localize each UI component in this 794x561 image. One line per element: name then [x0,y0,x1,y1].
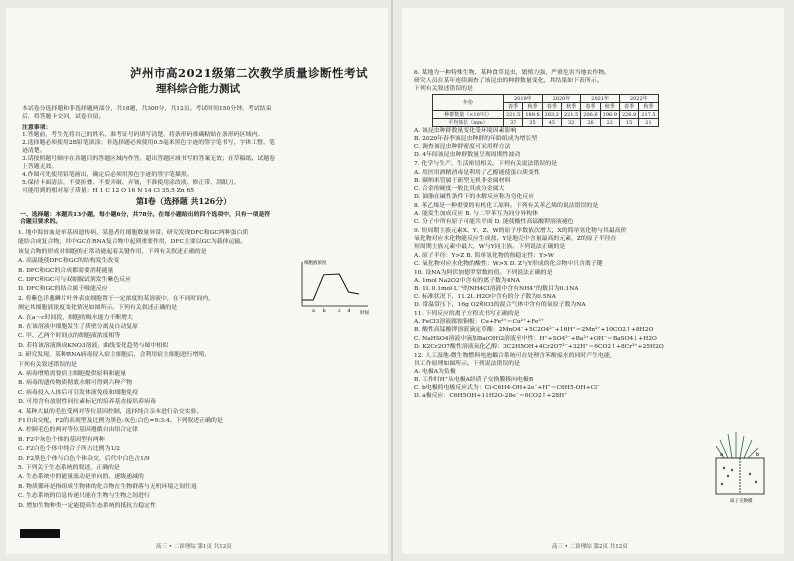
graph-point-label: b [322,309,326,314]
text-line: B. 病毒的遗传物质彻底水解可得到六种产物 [18,380,133,387]
text-line: D. DFC和GC的结合属于吸能反应 [18,286,108,293]
text-line: D. K2Cr2O7酸性溶液氧化乙醇：3C2H5OH+4Cr2O7²⁻+32H⁺＝6CO2↑+8Cr³⁺+25H2O [414,343,664,350]
page-fold [391,0,393,561]
part-title: 第Ⅰ卷（选择题 共126分） [136,196,232,206]
table-cell: 217.5 [639,111,658,119]
text-line: C. 调查该昆虫种群密度可采用样方法 [414,144,511,151]
text-line: C. 病毒侵入人体后可引发体液免疫和细胞免疫 [18,389,138,396]
graph-xlabel: 时间 [360,311,369,316]
text-line: A. 电极A为负极 [414,368,456,375]
text-line: F1自由交配，F2的表现型及比例为黑色:灰色:白色=9:3:4。下列叙述正确的是 [18,418,223,424]
table-row [433,119,659,127]
text-line: B. F2中灰色个体的基因型有两种 [18,436,105,443]
graph-labels [304,259,369,316]
table-cell: 32 [561,119,580,127]
table-season: 秋季 [523,103,542,111]
text-line: A. 生态系统中的能量流动是单向的、逐级递减的 [18,474,144,481]
text-line: 8. 苯乙烯是一种重要的有机化工原料。下列有关苯乙烯的说法错误的是 [414,202,599,209]
text-line: 能结合成复合物，其中GC在RNA复合物中起到重要作用，DFC主要以GC为载体运输。 [18,239,247,246]
membrane-label: 质子交换膜 [730,499,753,504]
text-line: C. 分子中所有原子可能共平面 D. 能使酸性高锰酸钾溶液褪色 [414,219,574,226]
table-season: 秋季 [600,103,619,111]
electrode-a-label: a [720,452,724,458]
page-footer-left: 高三 • 二诊理综 第1页 共12页 [156,544,232,550]
text-line: 其工作原理如图所示。下列说法错误的是 [414,360,521,367]
text-line: 7. 化学与生产、生活密切相关。下列有关说法错误的是 [414,161,557,168]
table-season: 春季 [542,103,561,111]
text-line: A. 控制毛色的两对等位基因遵循自由组合定律 [18,427,138,434]
graph-point-label: c [338,309,341,314]
text-line: 4.作图可先使用铅笔画出，确定后必须用黑色字迹的签字笔描黑。 [22,172,193,178]
table-cell: 226.8 [619,111,638,119]
table-row [433,111,659,119]
graph-axes [302,262,368,306]
table-year: 2019年 [504,95,543,103]
text-line: 9. 短周期主族元素X、Y、Z、W的原子序数依次增大，X的简单氢化物与其最高价 [414,228,627,235]
table-cell: 22 [600,119,619,127]
table-cell: 37 [504,119,523,127]
text-line: 上答题无效。 [22,164,58,170]
text-line: 可能用到的相对原子质量：H 1 C 12 O 16 N 14 Cl 35.5 Zn 65 [22,188,195,194]
text-line: 迹清楚。 [22,148,46,154]
text-line: 下列有关叙述错误的是 [414,86,473,92]
text-line: 12. 人工湿地-微生物燃料电池耦合系统可在处理含苯酚废水的同时产生电能， [414,352,616,359]
text-line: B. 在该溶液中细胞发生了质壁分离及自动复原 [18,324,138,330]
text-line: C. 合金的硬度一般比其成分金属大 [414,185,505,192]
text-line: 6. 某地为一种特殊生物，某种食草昆虫，繁殖力强，严重危害当地农作物。 [414,70,610,76]
table-year: 2022年 [619,95,658,103]
electrode-b-label: b [756,452,760,458]
text-line: 4. 某种大鼠的毛色受两对等位基因控制，选择纯合亲本进行杂交实验， [18,408,203,415]
table-cell: 206.6 [581,111,600,119]
table-season: 春季 [581,103,600,111]
section-title: 一、选择题：本题共13小题，每小题6分，共78分。在每小题给出的四个选项中，只有一项是符 [20,211,271,218]
text-line: 2.选择题必须使用2B铅笔填涂；非选择题必须使用0.5毫米黑色字迹的签字笔书写，字体工整、笔 [22,140,275,146]
text-line: D. F2黑色个体与白色个体杂交，后代中白色占1/9 [18,455,150,462]
text-line: D. 油脂在碱性条件下的水解反应称为皂化反应 [414,193,535,200]
text-line: A. 病毒增殖需要宿主细胞提供原料和能量 [18,371,127,377]
page-footer-right: 高三 • 二诊理综 第2页 共12页 [552,544,628,550]
text-line: D. 常温常压下，16g O2和O3的混合气体中含有的氧原子数为NA [414,302,586,309]
text-line: A. 原子半径：Y>Z B. 简单氢化物的热稳定性：Y>W [414,252,554,259]
table-season: 春季 [504,103,523,111]
text-line: 5. 下列关于生态系统的叙述，正确的是 [18,465,120,471]
graph-ylabel: 细胞液浓度 [304,261,327,266]
text-line: 测定其细胞液浓度变化情况如图所示。下列有关叙述正确的是 [18,305,178,312]
section-title-2: 合题目要求的。 [20,218,62,225]
text-line: 5.保持卡面清洁，不要折叠、不要弄破、弄皱，不准使用涂改液、修正带、刮纸刀。 [22,180,240,186]
text-line: 短周期主族元素中最大，W与Y同主族。下列说法正确的是 [414,244,566,251]
table-cell: 15 [619,119,638,127]
text-line: 研究人员在某年连续调查了该昆虫的种群数量变化，其结果如下表所示。 [414,78,603,84]
table-cell: 35 [523,119,542,127]
text-line: A. 该昆虫种群数量变化受环境因素影响 [414,128,517,134]
table-cell: 26 [581,119,600,127]
exam-page-left [6,8,388,554]
text-line: D. 若将该溶液换成KNO3溶液，曲线变化趋势与图中相似 [18,342,169,349]
text-line: 该复合物的形成对细胞的正常功能起着关键作用，下列有关叙述正确的是 [18,248,207,255]
exam-page-right [402,8,784,554]
text-line: A. 用医用酒精消毒是利用了乙醇能使蛋白质变性 [414,169,540,176]
text-line: 本试卷分选择题和非选择题两部分，共18题，共300分，共12页。考试时间150分钟。考试结束 [22,106,272,112]
text-line: 3. 研究发现，某种RNA病毒侵入宿主细胞后，会利用宿主细胞进行增殖， [18,352,211,359]
text-line: A. 能发生加成反应 B. 与二甲苯互为同分异构体 [414,211,538,217]
concentration-graph [292,258,372,316]
text-line: B. 碳纳米管属于新型无机非金属材料 [414,177,511,184]
table-year-header: 年份 [433,95,504,111]
text-line: D. 可用含有放射性同位素标记的培养基直接培养病毒 [18,399,156,406]
table-row-label: 平均体长（mm） [433,119,504,127]
table-cell: 221.5 [561,111,580,119]
bubble-icons [721,467,757,485]
text-line: B. 酸性高锰酸钾溶液滴定草酸：2MnO4⁻+5C2O4²⁻+16H⁺＝2Mn²⁺+10CO2↑+8H2O [414,327,654,334]
graph-curve [302,274,359,300]
text-line: C. b电极的电极反应式为：Cl-C6H4-OH+2e⁻+H⁺＝C6H5-OH+Cl⁻ [414,385,601,392]
exam-subtitle: 理科综合能力测试 [156,83,240,95]
text-line: 1.答题前，考生先将自己的姓名、准考证号码填写清楚，将条形码准确粘贴在条形码区域内。 [22,132,264,138]
table-season: 秋季 [639,103,658,111]
population-table [432,94,659,127]
text-line: C. 生态系统的信息传递只能在生物与生物之间进行 [18,493,150,500]
table-year: 2020年 [542,95,581,103]
table-year: 2021年 [581,95,620,103]
text-line: C. 标准状况下，11.2L H2O中含有的分子数为0.5NA [414,294,556,300]
text-line: B. 工作时H⁺从电极A经质子交换膜移向电极B [414,377,534,383]
text-line: 后，将答题卡交回，试卷自留。 [22,114,105,120]
table-season: 春季 [619,103,638,111]
graph-point-label: a [312,309,315,314]
text-line: 氧化物对应水化物能反应生成盐，Y是地壳中含量最高的元素，Z的原子半径在 [414,236,617,243]
text-line: A. 1mol Na2O2中含有的离子数为4NA [414,277,520,284]
text-line: 11. 下列反应的离子方程式书写正确的是 [414,311,520,318]
text-line: 下列有关叙述错误的是 [18,361,77,368]
text-line: B. 1L 0.1mol·L⁻¹的NH4Cl溶液中含有NH4⁺的数目为0.1NA [414,285,579,292]
text-line: B. 物质循环是指组成生物体的化合物在生物群落与无机环境之间往返 [18,483,197,490]
table-season: 秋季 [561,103,580,111]
text-line: C. DFC和GC可与双缩脲试剂发生紫色反应 [18,277,132,283]
table-cell: 21 [639,119,658,127]
text-line: C. 甲、乙两个时间点的细胞液浓度相等 [18,333,121,340]
text-line: C. NaHSO4溶液中滴加Ba(OH)2溶液至中性：H⁺+SO4²⁻+Ba²⁺+OH⁻＝BaSO4↓+H2O [414,335,657,342]
text-line: B. 2020年春季该昆虫种群的年龄组成为增长型 [414,136,538,143]
exam-title: 泸州市高2021级第二次教学质量诊断性考试 [130,66,369,80]
table-cell: 189.6 [523,111,542,119]
text-line: 3.请按照题号顺序在各题目的答题区域内作答，超出答题区域书写的答案无效；在草稿纸、试题卷 [22,156,276,162]
text-line: D. 4年间该昆虫种群数量呈现周期性波动 [414,152,521,159]
text-line: C. 氧化物对应水化物的酸性：W>X D. Z与Y形成的化合物中只含离子键 [414,260,603,267]
text-line: B. DFC和GC的合成都需要消耗能量 [18,267,114,274]
table-cell: 196.9 [600,111,619,119]
text-line: A. 高温能使DFC和GC的结构发生改变 [18,258,120,265]
table-cell: 221.5 [504,111,523,119]
text-line: A. FeCl3溶液腐蚀铜板：Cu+Fe³⁺＝Cu²⁺+Fe²⁺ [414,319,544,326]
notes-title: 注意事项： [22,124,52,131]
table-row-label: 种群数量（×10²只） [433,111,504,119]
text-line: 2. 将紫色洋葱鳞片叶外表皮细胞置于一定浓度的某溶液中，在不同时间内， [18,295,214,302]
graph-point-label: d [347,309,351,314]
table-cell: 45 [542,119,561,127]
table-cell: 263.2 [542,111,561,119]
text-line: C. F2白色个体中纯合子所占比例为1/2 [18,446,120,453]
barcode [20,529,60,538]
text-line: 1. 地中海贫血是单基因遗传病，某患者红细胞数量异常。研究发现DFC和GC两种蛋白质 [18,230,249,236]
text-line: D. 增加生物种类一定能提高生态系统的抵抗力稳定性 [18,502,156,509]
text-line: 10. 设NA为阿伏加德罗常数的值。下列说法正确的是 [414,269,553,276]
text-line: A. 在a～c时间段，细胞的吸水能力不断增大 [18,314,133,321]
fuel-cell-diagram [702,428,778,504]
text-line: D. a极反应：C6H5OH+11H2O-28e⁻＝6CO2↑+28H⁺ [414,393,568,400]
